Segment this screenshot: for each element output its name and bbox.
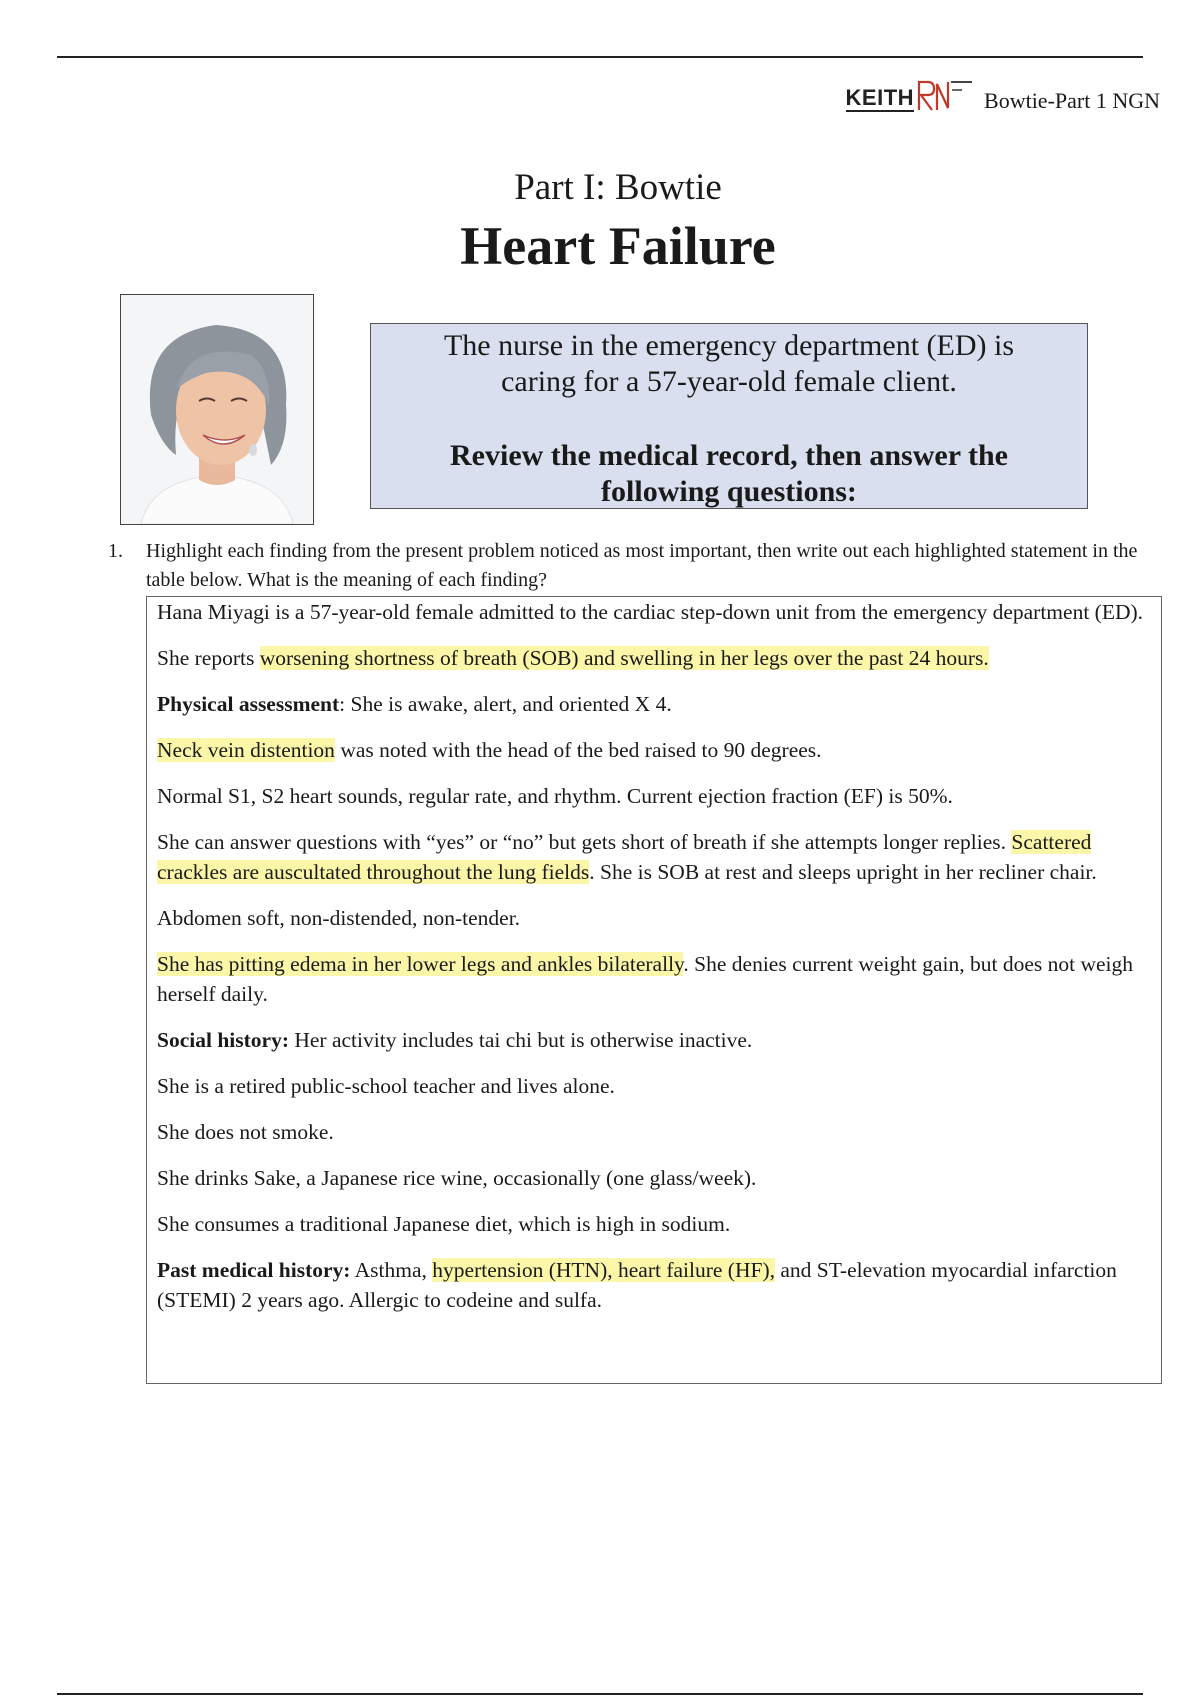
record-text: Asthma, bbox=[350, 1258, 433, 1282]
record-text: Normal S1, S2 heart sounds, regular rate, and rhythm. Current ejection fraction (EF) is 50%. bbox=[157, 784, 953, 808]
record-paragraph bbox=[157, 949, 1151, 1009]
part-title: Part I: Bowtie bbox=[514, 167, 722, 208]
highlighted-finding[interactable]: She has pitting edema in her lower legs and ankles bilaterally bbox=[157, 952, 684, 976]
logo-text: KEITH bbox=[845, 85, 915, 110]
section-label: Past medical history: bbox=[157, 1258, 351, 1282]
patient-portrait-image bbox=[121, 295, 313, 524]
record-paragraph bbox=[157, 1071, 1151, 1101]
record-text: . She is SOB at rest and sleeps upright in her recliner chair. bbox=[589, 860, 1097, 884]
record-text: She consumes a traditional Japanese diet, which is high in sodium. bbox=[157, 1212, 731, 1236]
record-text: . She denies current weight gain, but does not weigh herself daily. bbox=[157, 952, 1134, 1006]
record-paragraph bbox=[157, 1255, 1151, 1315]
record-paragraph bbox=[157, 643, 1151, 673]
record-paragraph bbox=[157, 1209, 1151, 1239]
record-text: was noted with the head of the bed raised to 90 degrees. bbox=[334, 738, 822, 762]
keith-rn-logo bbox=[846, 78, 975, 112]
highlighted-finding[interactable]: hypertension (HTN), heart failure (HF), bbox=[432, 1258, 775, 1282]
record-paragraph bbox=[157, 689, 1151, 719]
highlighted-finding[interactable]: Scattered crackles are auscultated throughout the lung fields bbox=[157, 830, 1092, 884]
record-text: She drinks Sake, a Japanese rice wine, occasionally (one glass/week). bbox=[157, 1166, 757, 1190]
question-1 bbox=[108, 537, 1158, 595]
record-paragraph bbox=[157, 827, 1151, 887]
record-text: She reports bbox=[157, 646, 260, 670]
section-label: Social history: bbox=[157, 1028, 289, 1052]
bottom-rule bbox=[57, 1693, 1143, 1695]
scenario-box bbox=[370, 323, 1088, 509]
top-rule bbox=[57, 56, 1143, 58]
record-text: Hana Miyagi is a 57-year-old female admitted to the cardiac step-down unit from the emergency department (ED). bbox=[157, 600, 1144, 624]
document-label: Bowtie-Part 1 NGN bbox=[984, 88, 1160, 113]
question-text: Highlight each finding from the present problem noticed as most important, then write out each highlighted statement in the table below. What is the meaning of each finding? bbox=[146, 540, 1138, 591]
record-paragraph bbox=[157, 781, 1151, 811]
page-title: Heart Failure bbox=[460, 216, 776, 276]
record-text: She can answer questions with “yes” or “no” but gets short of breath if she attempts longer replies. bbox=[157, 830, 1012, 854]
record-text: and ST-elevation myocardial infarction (STEMI) 2 years ago. Allergic to codeine and sulfa. bbox=[157, 1258, 1117, 1312]
rn-logo-mark-icon bbox=[916, 78, 974, 112]
instruction-text: Review the medical record, then answer the following questions: bbox=[450, 439, 1008, 508]
scenario-text: The nurse in the emergency department (ED) is caring for a 57-year-old female client. bbox=[443, 329, 1015, 398]
record-text: : She is awake, alert, and oriented X 4. bbox=[339, 692, 672, 716]
record-text: Abdomen soft, non-distended, non-tender. bbox=[157, 906, 521, 930]
record-text: Her activity includes tai chi but is otherwise inactive. bbox=[288, 1028, 753, 1052]
section-label: Physical assessment bbox=[157, 692, 340, 716]
highlighted-finding[interactable]: worsening shortness of breath (SOB) and swelling in her legs over the past 24 hours. bbox=[259, 646, 989, 670]
patient-photo bbox=[120, 294, 314, 525]
record-paragraph bbox=[157, 1117, 1151, 1147]
record-paragraph bbox=[157, 903, 1151, 933]
record-paragraph bbox=[157, 1025, 1151, 1055]
record-paragraph bbox=[157, 1163, 1151, 1193]
record-text: She is a retired public-school teacher and lives alone. bbox=[157, 1074, 615, 1098]
record-text: She does not smoke. bbox=[157, 1120, 334, 1144]
medical-record-box bbox=[146, 596, 1162, 1384]
highlighted-finding[interactable]: Neck vein distention bbox=[157, 738, 335, 762]
record-paragraph bbox=[157, 597, 1151, 627]
record-paragraph bbox=[157, 735, 1151, 765]
page-header bbox=[846, 78, 1160, 112]
question-number: 1. bbox=[108, 540, 123, 562]
